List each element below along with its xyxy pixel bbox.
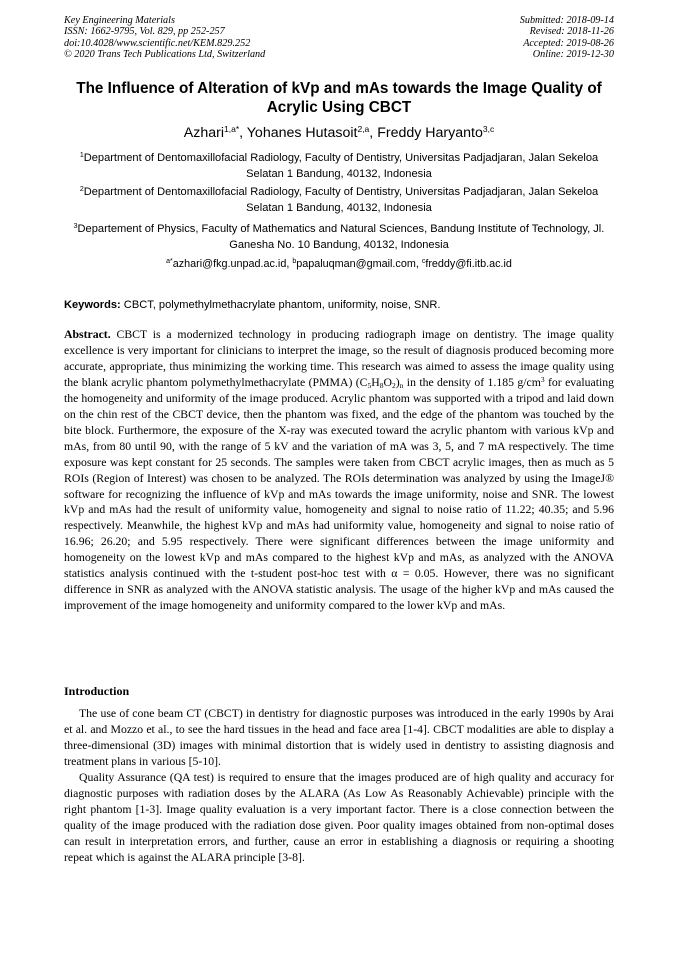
keywords-label: Keywords: [64,299,121,311]
author-affiliation-mark: 2,a [357,124,370,134]
issn-line: ISSN: 1662-9795, Vol. 829, pp 252-257 [64,26,225,38]
author-emails: $^{a*}$azhari@fkg.unpad.ac.id, $^b$papaluqman@gmail.com, $^c$freddy@fi.itb.ac.id [166,258,512,270]
author-name: Azhari [183,125,224,141]
affiliation-3: $^3$Departement of Physics, Faculty of Mathematics and Natural Sciences, Bandung Institute of Technology, Jl. Ganesha No. 10 Bandung, 40132, Indonesia [73,223,605,251]
revised-date: Revised: 2018-11-26 [529,26,614,38]
affiliation-2: $^2$Department of Dentomaxillofacial Radiology, Faculty of Dentistry, Universitas Padjadjaran, Jalan Sekeloa Selatan 1 Bandung, 40132, Indonesia [79,186,599,214]
journal-name: Key Engineering Materials [64,15,175,26]
abstract-label: Abstract. [64,328,111,341]
author-affiliation-mark: 1,a* [224,124,240,134]
paragraph: Quality Assurance (QA test) is required to ensure that the images produced are of high quality and accuracy for diagnostic purposes with radiation doses by the ALARA (As Low As Reasonably Achievable) principle with the right phantom [1-3]. Image quality evaluation is a very important factor. There is a close connection between the quality of the image produced with the radiation dose given. Poor quality images obtained from non-optimal doses can result in interpretation errors, and further, cause an error in establishing a diagnosis or requiring a shooting repeat which is against the ALARA principle [3-8]. [64,770,614,864]
paper-title: The Influence of Alteration of kVp and mAs towards the Image Quality of Acrylic Using CBCT [76,80,602,116]
section-heading-introduction: Introduction [64,684,130,698]
online-date: Online: 2019-12-30 [532,48,614,60]
abstract: Abstract. CBCT is a modernized technology in producing radiograph image on dentistry. The image quality excellence is very important for clinicians to interpret the image, so the result of diagnosis produced becoming more accurate, appropriate, thus minimizing the working time. This research was aimed to assess the image quality using the blank acrylic phantom polymethylmethacrylate (PMMA) $(C_5H_8O_2)_n$ in the density of 1.185 $g/cm^3$ for evaluating the homogeneity and uniformity of the image produced. Acrylic phantom was supported with a tripod and laid down on the chin rest of the CBCT device, then the phantom was fixed, and the edge of the phantom was touched by the bite block. Furthermore, the exposure of the X-ray was executed toward the acrylic phantom with various kVp and mAs, from 80 until 90, with the range of 5 kV and the variation of mA was 3, 5, and 7 mA respectively. The time exposure was kept constant for 25 seconds. The samples were taken from CBCT acrylic images, then as much as 5 ROIs (Region of Interest) was chosen to be analyzed. The ROIs determination was analyzed by using the ImageJ® software for recognizing the influence of kVp and mAs towards the image uniformity, noise and SNR. The lowest kVp and mAs had the result of uniformity value, homogeneity and signal to noise ratio of 11.22; 40.35; and 5.96 respectively. Meanwhile, the highest kVp and mAs had uniformity value, homogeneity and signal to noise ratio of 16.96; 26.20; and 5.95 respectively. There were significant differences between the image uniformity and homogeneity on the lowest kVp and mAs compared to the highest kVp and mAs, as analyzed with the ANOVA statistics analysis continued with the t-student post-hoc test with α = 0.05. However, there was no significant difference in SNR as analyzed with the ANOVA statistic analysis. The usage of the higher kVp and mAs caused the improvement of the image homogeneity and uniformity compared to the lower kVp and mAs. [64,328,615,613]
affiliation-1: $^1$Department of Dentomaxillofacial Radiology, Faculty of Dentistry, Universitas Padjadjaran, Jalan Sekeloa Selatan 1 Bandung, 40132, Indonesia [79,152,599,180]
submitted-date: Submitted: 2018-09-14 [519,15,614,26]
keywords [64,298,614,312]
author-name: Yohanes Hutasoit [246,125,358,141]
copyright-line: © 2020 Trans Tech Publications Ltd, Switzerland [64,48,266,60]
accepted-date: Accepted: 2019-08-26 [523,37,614,49]
publication-dates [520,15,614,60]
author-affiliation-mark: 3,c [482,124,495,134]
email-link[interactable]: azhari@fkg.unpad.ac.id [172,258,287,270]
keywords-text: CBCT, polymethylmethacrylate phantom, uniformity, noise, SNR. [120,299,441,311]
doi-link[interactable]: doi:10.4028/www.scientific.net/KEM.829.252 [64,37,251,49]
journal-info [64,15,265,60]
author-name: Freddy Haryanto [377,125,483,141]
email-link[interactable]: freddy@fi.itb.ac.id [425,258,512,270]
author-list: Azhari$^{1,a*}$, Yohanes Hutasoit$^{2,a}$, Freddy Haryanto$^{3,c}$ [183,124,495,141]
paragraph: The use of cone beam CT (CBCT) in dentistry for diagnostic purposes was introduced in the early 1990s by Arai et al. and Mozzo et al., to see the hard tissues in the head and face area [1-4]. CBCT modalities are able to display a three-dimensional (3D) images with minimal distortion that is widely used in dentistry to assisting diagnosis and treatment plans in various [5-10]. [64,707,614,768]
email-link[interactable]: papaluqman@gmail.com [296,258,416,270]
introduction-section [64,706,614,866]
